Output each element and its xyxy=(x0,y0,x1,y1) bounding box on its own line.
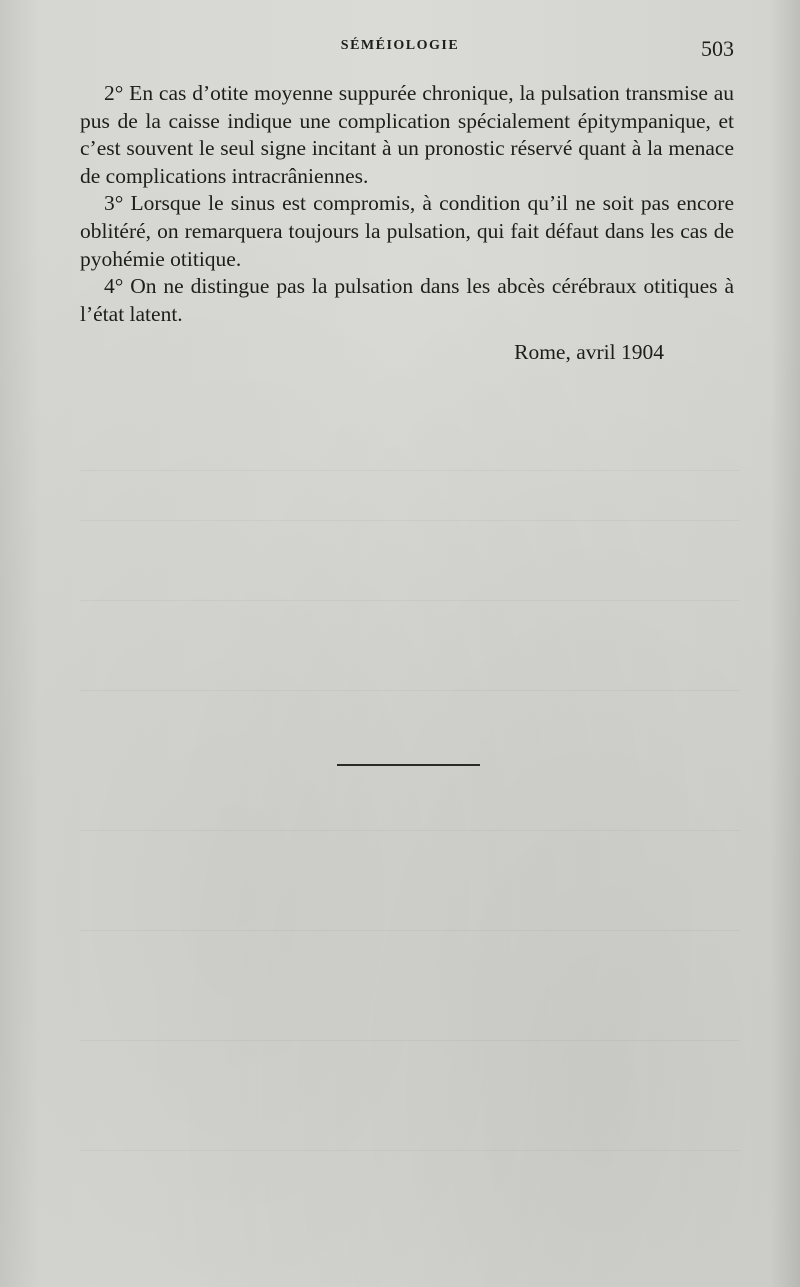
body-text xyxy=(80,80,734,328)
paragraph-4: 4° On ne distingue pas la pulsation dans les abcès cérébraux otitiques à l’état latent. xyxy=(80,274,734,326)
paragraph-3: 3° Lorsque le sinus est compromis, à condition qu’il ne soit pas encore oblitéré, on remarquera toujours la pulsation, qui fait défaut dans les cas de pyohémie otitique. xyxy=(80,191,734,271)
page-number: 503 xyxy=(701,36,734,61)
show-through-texture xyxy=(80,470,740,471)
show-through-texture xyxy=(80,830,740,831)
show-through-texture xyxy=(80,600,740,601)
running-head xyxy=(0,36,800,60)
signoff-place-date: Rome, avril 1904 xyxy=(514,340,664,364)
show-through-texture xyxy=(80,690,740,691)
running-title: SÉMÉIOLOGIE xyxy=(340,38,460,53)
show-through-texture xyxy=(80,1040,740,1041)
paragraph-2: 2° En cas d’otite moyenne suppurée chronique, la pulsation transmise au pus de la caisse indique une complication spécialement épitympanique, et c’est souvent le seul signe incitant à un pronostic réservé quant à la menace de complications intracrâniennes. xyxy=(80,81,734,188)
show-through-texture xyxy=(80,1150,740,1151)
show-through-texture xyxy=(80,930,740,931)
show-through-texture xyxy=(80,520,740,521)
section-separator-rule xyxy=(337,764,480,766)
